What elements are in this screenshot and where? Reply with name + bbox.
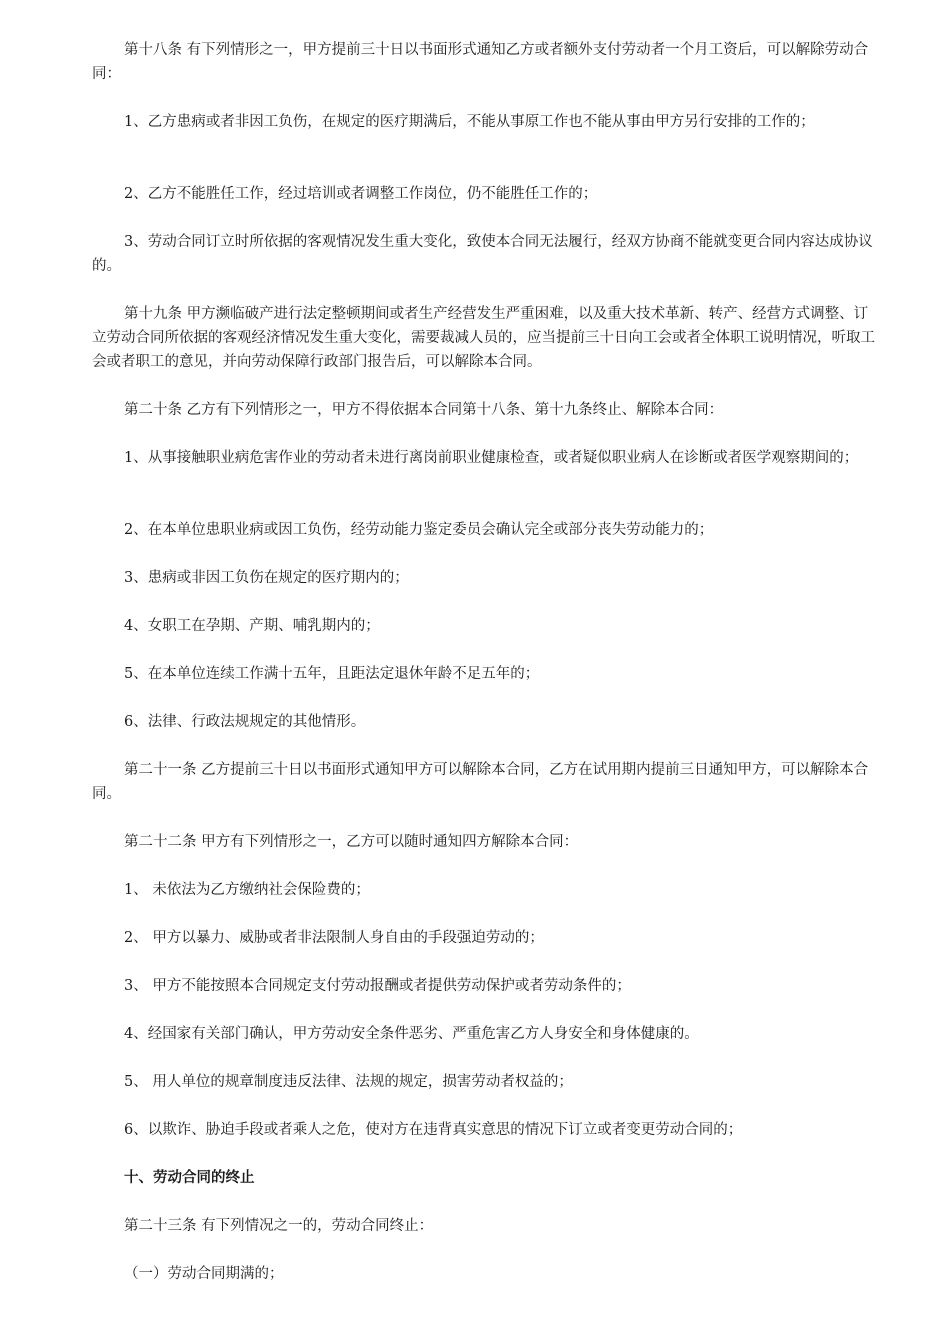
article-20-item-1: 1、从事接触职业病危害作业的劳动者未进行离岗前职业健康检查，或者疑似职业病人在诊断或者医学观察期间的； (124, 450, 859, 466)
article-20-item-2: 2、在本单位患职业病或因工负伤，经劳动能力鉴定委员会确认完全或部分丧失劳动能力的； (124, 522, 714, 538)
article-18-item-1: 1、乙方患病或者非因工负伤，在规定的医疗期满后，不能从事原工作也不能从事由甲方另行安排的工作的； (124, 114, 815, 130)
article-22-item-6: 6、以欺诈、胁迫手段或者乘人之危，使对方在违背真实意思的情况下订立或者变更劳动合同的； (124, 1122, 743, 1138)
article-22-item-4: 4、经国家有关部门确认，甲方劳动安全条件恶劣、严重危害乙方人身安全和身体健康的。 (124, 1026, 699, 1042)
article-22-item-2: 2、 甲方以暴力、威胁或者非法限制人身自由的手段强迫劳动的； (124, 930, 544, 946)
article-20-paragraph: 第二十条 乙方有下列情形之一，甲方不得依据本合同第十八条、第十九条终止、解除本合同： (124, 402, 724, 418)
article-22-item-3: 3、 甲方不能按照本合同规定支付劳动报酬或者提供劳动保护或者劳动条件的； (124, 978, 631, 994)
article-18-item-3: 3、劳动合同订立时所依据的客观情况发生重大变化，致使本合同无法履行，经双方协商不能就变更合同内容达成协议的。 (92, 234, 873, 274)
article-20-item-5: 5、在本单位连续工作满十五年，且距法定退休年龄不足五年的； (124, 666, 540, 682)
article-23-item-1: （一）劳动合同期满的； (124, 1266, 284, 1282)
article-20-item-6: 6、法律、行政法规规定的其他情形。 (124, 714, 366, 730)
section-heading-termination: 十、劳动合同的终止 (124, 1169, 255, 1186)
article-20-item-3: 3、患病或非因工负伤在规定的医疗期内的； (124, 570, 409, 586)
article-21-paragraph: 第二十一条 乙方提前三十日以书面形式通知甲方可以解除本合同，乙方在试用期内提前三日通知甲方，可以解除本合同。 (92, 762, 869, 802)
article-23-paragraph: 第二十三条 有下列情况之一的，劳动合同终止： (124, 1218, 434, 1234)
article-22-item-1: 1、 未依法为乙方缴纳社会保险费的； (124, 882, 370, 898)
article-20-item-4: 4、女职工在孕期、产期、哺乳期内的； (124, 618, 380, 634)
article-18-item-2: 2、乙方不能胜任工作，经过培训或者调整工作岗位，仍不能胜任工作的； (124, 186, 598, 202)
article-22-paragraph: 第二十二条 甲方有下列情形之一，乙方可以随时通知四方解除本合同： (124, 834, 579, 850)
article-19-paragraph: 第十九条 甲方濒临破产进行法定整顿期间或者生产经营发生严重困难，以及重大技术革新、转产、经营方式调整、订立劳动合同所依据的客观经济情况发生重大变化，需要裁减人员的，应当提前三十日向工会或者全体职工说明情况，听取工会或者职工的意见，并向劳动保障行政部门报告后，可以解除本合同。 (92, 306, 875, 370)
article-22-item-5: 5、 用人单位的规章制度违反法律、法规的规定，损害劳动者权益的； (124, 1074, 573, 1090)
article-18-paragraph: 第十八条 有下列情形之一，甲方提前三十日以书面形式通知乙方或者额外支付劳动者一个月工资后，可以解除劳动合同： (92, 42, 869, 82)
